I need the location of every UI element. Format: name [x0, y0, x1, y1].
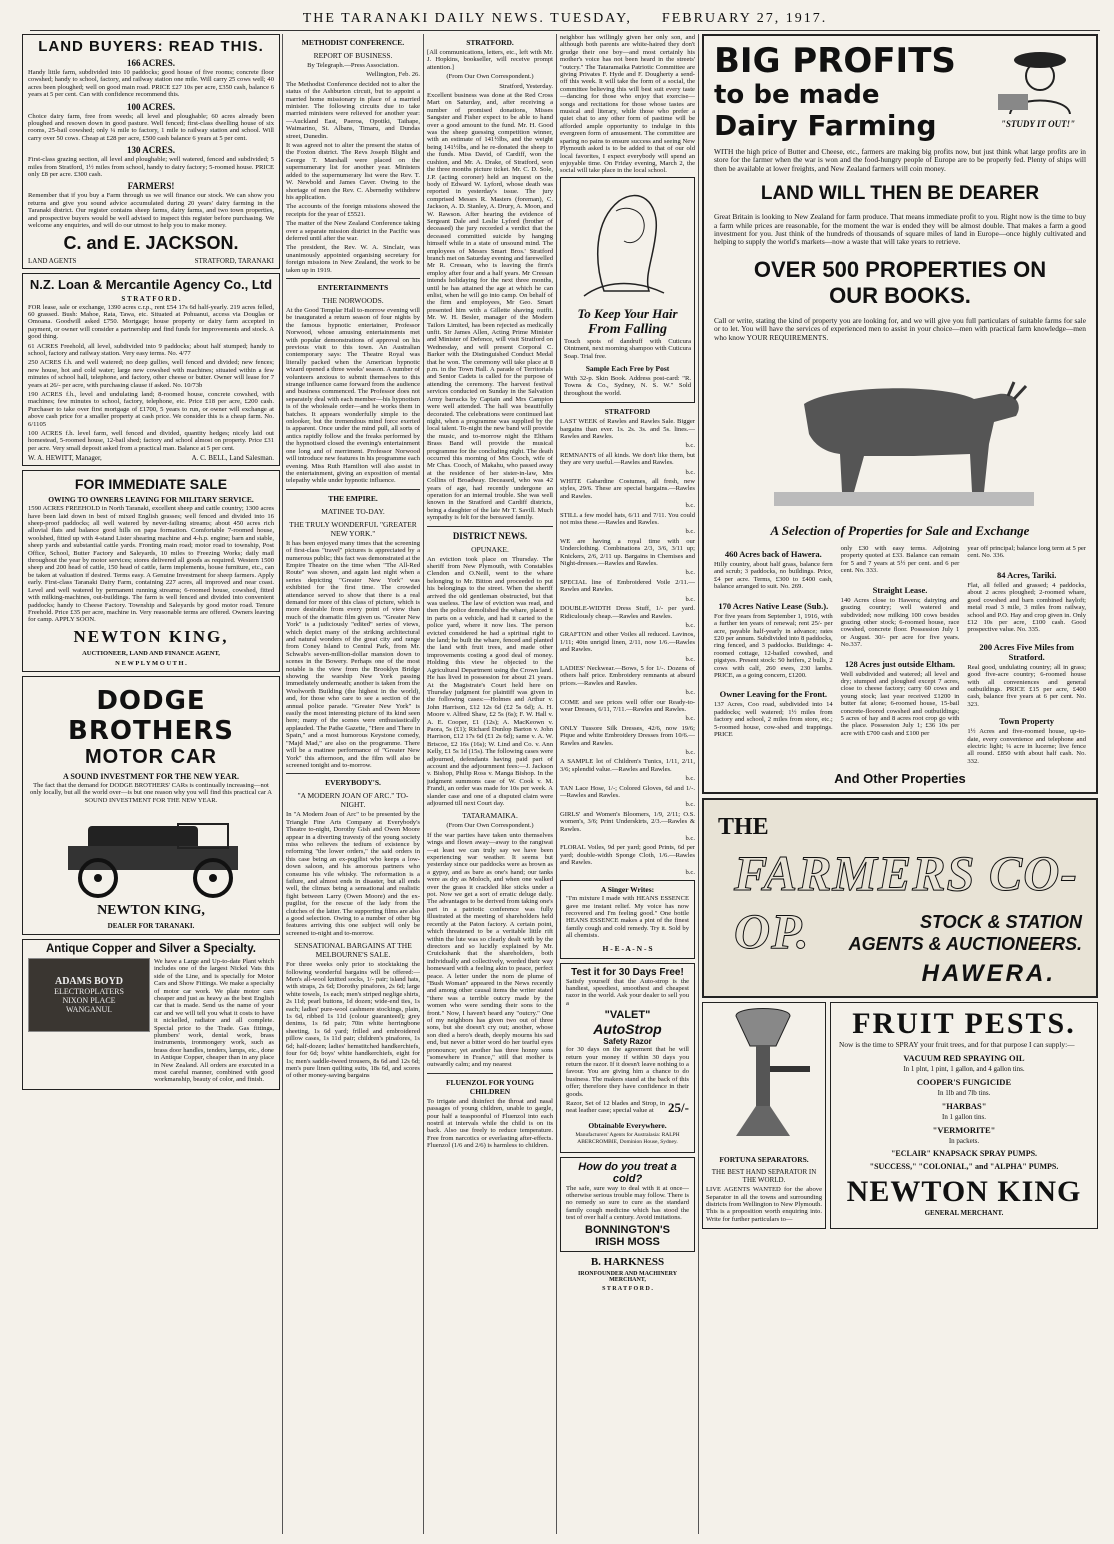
- paragraph: 1590 ACRES FREEHOLD in North Taranaki, excellent sheep and cattle country; 1300 acres have been laid down in best of mixed English grasses; well fenced and divided into 16 sheep-proof paddocks; all well watered by never-failing streams; about 450 acres rich alluvial flats and balance good hills on papa formation. Comfortable 7-roomed house, woolshed, fitted up with 4-stand Lister shearing machine and 4-h.p. engine; barn and stable, sheep yards and substantial cattle yards. Fronting main road; motor road to township, Post Office, School, Butter Factory and Saleyards, 10 miles to Freezing Works; daily mail throughout the year by motor services; stores delivered all goods as required. Western 1500 sheep and 200 head of cattle, 150 head of cattle, farm implements, house furniture, etc., can be taken at valuation if desired. Terms easy. A Genuine Investment for sheep farmers. Apply early. First-class Taranaki Dairy Farm, containing 227 acres, all improved and near coast. Level and well watered by permanent running streams; 6-roomed house, cowshed, fitted with milking-machines, out-buildings. The farm is well fenced and divided into convenient paddocks; handy to Cheese Factory. Township and Saleyards by good motor road. Tenure Freehold. Price £35 per acre, machine in. Very reasonable terms are offered. Owners leaving for camp. APPLY SOON.: [28, 505, 274, 624]
- rawles-item: GRAFTON and other Voiles all reduced. Lavinos, 1/11; 40in unrigid linen, 2/11, now 1/6.—Rawles and Rawles.: [560, 631, 695, 654]
- valet-brand: "VALET": [604, 1009, 651, 1022]
- paragraph: Handy little farm, subdivided into 10 paddocks; good house of five rooms; concrete floor cowshed; handy to school, factory, and railway station one mile. Will carry 25 cows well; 40 acres been ploughed; well on good main road. PRICE £27 10s per acre, £350 cash, balance 6 years at 5 per cent. Can with confidence recommend this.: [28, 69, 274, 99]
- divider: [286, 278, 420, 279]
- rawles-item: DOUBLE-WIDTH Dress Stuff, 1/- per yard. Ridiculously cheap.—Rawles and Rawles.: [560, 605, 695, 620]
- sign-line: WANGANUI.: [66, 1004, 112, 1014]
- newton-king-name: NEWTON KING,: [73, 626, 229, 646]
- paragraph: 140 Acres close to Hawera; dairying and grazing country; well watered and subdivided; now milking 100 cows besides grazing other stock; 6-roomed house, race cowshed, concrete floor. Possession July 1 or August. 30/- per acre for five years. No.337.: [840, 596, 960, 649]
- signature: b.c.: [685, 689, 695, 697]
- product-name: "SUCCESS," "COLONIAL," and "ALPHA" PUMPS.: [869, 1161, 1059, 1171]
- footer-row: [28, 454, 274, 462]
- column-2: [286, 34, 420, 1082]
- bonnington-brand: BONNINGTON'S: [585, 1223, 670, 1236]
- paragraph: For five years from September 1, 1916, with a further ten years of renewal; rent 25/- per acre, payable half-yearly in advance; rates £20 per annum. Subdivided into 8 paddocks, ring fenced, and 3 paddocks. Buildings: 4-roomed cottage, 12-bailed cowshed, and pigstyes. Present stock: 50 heifers, 2 bulls, 2 cows with calf, 260 ewes, 230 lambs. PRICE, as a going concern, £1200.: [714, 612, 833, 679]
- rawles-item: LADIES' Neckwear.—Bows, 5 for 1/-. Dozens of others half price. Embroidery remnants at absurd prices.—Rawles and Rawles.: [560, 664, 695, 687]
- product-name: COOPER'S FUNGICIDE: [916, 1076, 1012, 1087]
- property-heading: Owner Leaving for the Front.: [719, 689, 828, 700]
- rawles-list: [560, 418, 695, 876]
- byline: (From Our Own Correspondent.): [446, 73, 534, 81]
- paragraph: [All communications, letters, etc., left with Mr. J. Hopkins, bookseller, will receive prompt attention.]: [427, 49, 553, 71]
- paragraph: In "A Modern Joan of Arc" to be presented by the Triangle Fine Arts Company at Everybody's Theatre to-night, Dorothy Gish and Owen Moore appear in a diverting travesty of the young society miss who relieves the tedium of existence by reforming "the lower orders," the said orders in this case being an ex-pugilist who keeps a low-down saloon, and his amorous partners who consume his vile whisky. The reformation is a failure, and almost ends in disaster, but all ends well, the climax being a sensational and realistic fight between Larry (Owen Moore) and the ex-pugilist, for the rescue of the lady from the clutches of the latter. The supporting films are also a good selection. Owing to a number of other big features arriving this one subject will only be screened to-night and to-morrow.: [286, 811, 420, 937]
- paragraph: WITH the high price of Butter and Cheese, etc., farmers are making big profits now, but just think what large profits are in store for the farmer when the war is won and the food-hungry people of Europe are to be properly fed. Plenty of ships will then be available at lower freights, and New Zealand farmers will coin money.: [714, 147, 1086, 173]
- article-subheading: MATINEE TO-DAY.: [321, 506, 385, 516]
- signature: b.c.: [685, 749, 695, 756]
- stock-station: STOCK & STATION: [920, 912, 1082, 933]
- masthead-title: THE TARANAKI DAILY NEWS. TUESDAY,: [302, 11, 632, 26]
- heans-brand: H - E - A - N - S: [602, 943, 653, 953]
- sub-line: DEALER FOR TARANAKI.: [107, 921, 195, 930]
- heading: 130 ACRES.: [126, 145, 175, 156]
- column-4: [560, 34, 695, 1293]
- property-heading: 170 Acres Native Lease (Sub.).: [718, 600, 829, 611]
- autostrop-advert: [560, 963, 695, 1153]
- paragraph: To irrigate and disinfect the throat and nasal passages of young children, unable to gargle, pour half a teaspoonful of Fluenzol into each nostril at intervals while the child is on its back. Also use freely to reduce temperature. Free from narcotics or everlasting after-effects. Fluenzol (1/6 and 2/6) is harmless to children.: [427, 1097, 553, 1150]
- advert-heading: Test it for 30 Days Free!: [571, 966, 684, 978]
- price-tag: 25/-: [668, 1100, 689, 1116]
- immediate-sale-advert: [22, 470, 280, 672]
- signature: b.c.: [685, 835, 695, 843]
- paragraph: neighbor has willingly given her only son, and although both parents are white-haired they don't grudge their one boy—and most certainly his mother's voice has not been heard in the streets' "outcry." The Tataramaika Patriotic Committee are giving Privates F. Hyde and F. Dougherty a send-off this week. It will take the form of a social, the committee believing this will best suit every taste—dancing for those who enjoy that exercise—songs and recitations for those whose tastes are musical and literary, while those who prefer a quiet chat to any other form of pastime will be afforded ample opportunity to indulge in this evergreen form of amusement. The committee are sparing no pains to ensure success and seeing New Plymouth asked is to be added to that of our old local favorites, I expect everybody will spend an enjoyable time. On Friday evening, March 2, the social will take place in the local school.: [560, 34, 695, 175]
- heading: FARMERS!: [127, 181, 175, 192]
- product-name: "HARBAS": [941, 1100, 987, 1111]
- irish-moss-brand: IRISH MOSS: [595, 1235, 660, 1248]
- masthead-date: FEBRUARY 27, 1917.: [661, 11, 828, 26]
- column-1: [22, 34, 280, 1094]
- advert-heading: FORTUNA SEPARATORS.: [719, 1155, 809, 1165]
- paragraph: Flat, all felled and grassed; 4 paddocks, about 2 acres ploughed; 2-roomed whare, good cowshed and barn combined hayloft; metal road 3 mile, 3 miles from railway, school and P.O. Hay and crop given in. Only £12 10s per acre, £100 cash. Good prospective value. No. 335.: [967, 581, 1087, 634]
- sub-line: AUCTIONEER, LAND AND FINANCE AGENT,: [82, 649, 220, 657]
- paragraph: Great Britain is looking to New Zealand for farm produce. That means immediate profit to you. Right now is the time to buy a farm while prices are reasonable, for the moment the war is ended they will be almost double. That makes a farm a good investment for you. Just think of the hundreds of thousands of square miles of land in Europe—once highly cultivated and helping to supply the world's markets—now a waste that will take years to retrieve.: [714, 212, 1086, 247]
- signature: b.c.: [685, 715, 695, 723]
- article-heading: STRATFORD.: [466, 38, 514, 47]
- newton-king-name: NEWTON KING,: [97, 902, 205, 918]
- properties-grid: [714, 545, 1086, 767]
- section-heading: ENTERTAINMENTS: [317, 282, 389, 292]
- paragraph: The fact that the demand for DODGE BROTHERS' CARs is continually increasing—not only locally, but all the world over—is but one reason why you will find this practical car A SOUND INVESTMENT FOR THE NEW YEAR.: [29, 781, 273, 804]
- property-heading: 200 Acres Five Miles from Stratford.: [979, 641, 1074, 662]
- paragraph: Real good, undulating country; all in grass; good five-acre country; 6-roomed house with all conveniences and general outbuildings. PRICE £15 per acre, £400 cash, balance five years at 6 per cent. No. 323.: [967, 663, 1087, 708]
- column-rule: [698, 34, 699, 1534]
- adams-body: [28, 958, 274, 1086]
- motor-car-illustration: [28, 806, 272, 898]
- sub-line: IRONFOUNDER AND MACHINERY MERCHANT,: [577, 1270, 678, 1283]
- paragraph: only £30 with easy terms. Adjoining property quoted at £33. Balance can remain for 5 and 7 years at 5½ per cent. and 6 per cent. No. 333.: [840, 545, 960, 575]
- property-heading: Town Property: [999, 716, 1054, 727]
- column-rule: [423, 34, 424, 1534]
- paragraph: 1½ Acres and five-roomed house, up-to-date, every convenience and telephone and electric light; ¼ acre in lucerne; live fence all round. £850 with about half cash. No. 332.: [967, 728, 1087, 765]
- paragraph: Hilly country, about half grass, balance fern and scrub; 3 paddocks, no buildings. Price, £4 per acre. Terms, £300 to £400 cash, balance arranged to suit. No. 269.: [714, 561, 833, 591]
- rawles-item: FLORAL Voiles, 9d per yard; good Prints, 6d per yard; double-width Sponge Cloth, 1/6.—Rawles and Rawles.: [560, 844, 695, 867]
- coop-the: THE: [718, 814, 769, 841]
- selection-heading: A Selection of Properties for Sale and Exchange: [770, 523, 1030, 539]
- big-profits-header: [714, 42, 1086, 142]
- property-heading: 84 Acres, Tariki.: [997, 569, 1057, 580]
- article-subheading: THE TRULY WONDERFUL "GREATER NEW YORK.": [289, 519, 417, 538]
- paragraph: The president, the Rev. W. A. Sinclair, was unanimously appointed organising secretary for foreign missions in New Zealand, the work to be taken up in 1919.: [286, 244, 420, 274]
- big-profits-text: [714, 42, 956, 142]
- article-subheading: SENSATIONAL BARGAINS AT THE MELBOURNE'S SALE.: [294, 941, 412, 960]
- paragraph: We have a Large and Up-to-date Plant which includes one of the largest Nickel Vats this side of the Line, and is specially for Motor Cars and Show Fittings. We make a specialty of motor car work. We plate motor cars cheaper and just as heavy as the best English car that is made. Send us the name of your car and we will tell you what it costs to have it nickelled, radiator and all complete. Special price to the Trade. Gas fittings, plumbers' work, dental work, brass instruments, ironmongery work, such as brass door handles, tenders, lamps, etc., done in Antique Copper, cheaper than in any place in New Zealand. All orders are executed in a most careful manner, combined with good workmanship, beauty of color, and finish.: [154, 957, 274, 1084]
- paragraph: 190 ACRES f.h., level and undulating land; 8-roomed house, concrete cowshed, with machines; few minutes to school, factory, telephone, etc. Price £18 per acre, £200 cash. Purchaser to take over first mortgage of £1700, 5 years to run, or owner will exchange at above cash price for a smaller property at cash price. We consider this is a cheap farm. No. 6/1105: [28, 390, 274, 428]
- farmers-coop-banner: [702, 798, 1098, 998]
- paragraph: The matter of the New Zealand Conference taking over a separate mission district in the Pacific was deferred until after the war.: [286, 220, 420, 242]
- paragraph: Satisfy yourself that the Auto-strop is the handiest, speediest, smoothest and cheapest razor in the world. Ask your dealer to sell you a: [566, 977, 689, 1007]
- article-subheading: THE NORWOODS.: [322, 295, 384, 305]
- rawles-item: GIRLS' and Women's Bloomers, 1/9, 2/11; O.S. women's, 3/6; Print Underskirts, 2/3.—Rawles & Rawles.: [560, 810, 695, 833]
- fruit-pests-heading: FRUIT PESTS.: [852, 1007, 1076, 1041]
- dodge-heading: DODGE BROTHERS: [68, 685, 234, 746]
- product-name: VACUUM RED SPRAYING OIL: [903, 1052, 1025, 1063]
- study-it-out: "STUDY IT OUT!": [1000, 119, 1076, 129]
- product-size: In 1lb and 7lb tins.: [937, 1088, 991, 1097]
- column-rule: [556, 34, 557, 1534]
- sample-line: Sample Each Free by Post: [585, 363, 670, 373]
- product-name: "ECLAIR" KNAPSACK SPRAY PUMPS.: [890, 1148, 1038, 1158]
- paragraph: At the Good Templar Hall to-morrow evening will be inaugurated a return season of four nights by the famous hypnotic entertainer, Professor Norwood, whose amusing entertainments met with popular demonstrations of approval on his previous visit to this town. An Australian contemporary says: The Theatre Royal was literally packed when the American hypnotic wizard opened a three weeks' season. A number of volunteers anxious to submit themselves to this strange influence came forward from the audience and business commenced. The Professor does not separately deal with each member—his hypnotism is of the wholesale order—and he works them in batches. It appears wonderfully simple to the onlooker, but the tremendous mind force exerted is apparent. Once under the mind pull, all sorts of antics rapidly follow and the freaks performed by the hypnotised closed the evening's entertainment one long and of merriment. Professor Norwood will introduce new features in his programme each evening. Miss Ruth Hamilton will also assist in the entertainment, giving an exposition of mental telepathy while under hypnotic influence.: [286, 306, 420, 485]
- dodge-advert: [22, 676, 280, 935]
- sign-line: ADAMS BOYD: [54, 975, 124, 987]
- signature: b.c.: [685, 868, 695, 876]
- paragraph: Now is the time to SPRAY your fruit trees, and for that purpose I can supply:—: [839, 1040, 1075, 1050]
- rawles-item: REMNANTS of all kinds. We don't like them, but they are very useful.—Rawles and Rawles.: [560, 451, 695, 467]
- jackson-advert: [22, 34, 280, 269]
- divider: [286, 489, 420, 490]
- dateline: Wellington, Feb. 26.: [366, 71, 420, 79]
- paragraph: Call or write, stating the kind of property you are looking for, and we will give you full particulars of suitable farms for sale or to let. You will have the services of experienced men to assist in your choice—men with practical farm knowledge—men who know YOUR REQUIREMENTS.: [714, 315, 1086, 342]
- adams-boyd-advert: [22, 939, 280, 1090]
- paragraph: First-class grazing section, all level and ploughable; well watered, fenced and subdivided; 5 miles from Stratford, 1½ miles from school, handy to dairy factory; 5-roomed house. PRICE only £8 per acre. £300 cash.: [28, 156, 274, 179]
- property-heading: Straight Lease.: [872, 584, 928, 595]
- column-5: [702, 34, 1098, 1233]
- signature: b.c.: [685, 655, 695, 663]
- article-heading: EVERYBODY'S.: [325, 778, 381, 788]
- paragraph: Well subdivided and watered; all level and dry; stumped and ploughed except 7 acres, close to cheese factory; carry 60 cows and young stock; last year received £1200 in butter fat alone; 6-roomed house, 15-bail concrete-floored cowshed and outbuildings; 5 acres of hay and 8 acres root crop go with the place. Possession July 1; £36 10s per acre with £700 cash and £100 per: [840, 670, 960, 737]
- hair-heading: From Falling: [588, 321, 667, 337]
- coop-hawera: HAWERA.: [921, 960, 1056, 988]
- paragraph: Razor, Set of 12 blades and Strop, in neat leather case; special value at: [566, 1100, 666, 1115]
- fruit-pests-advert: [830, 1002, 1098, 1229]
- sub-line: S T R A T F O R D .: [121, 294, 181, 303]
- paragraph: With 32-p. Skin Book. Address post-card: "R. Towns & Co., Sydney, N. S. W." Sold throughout the world.: [564, 374, 691, 397]
- column-3: [427, 34, 553, 1152]
- dateline: Stratford, Yesterday.: [499, 82, 553, 90]
- land-dearer-heading: LAND WILL THEN BE DEARER: [760, 183, 1040, 205]
- signature: b.c.: [685, 442, 695, 450]
- fortuna-advert: [702, 1002, 826, 1229]
- paragraph: FOR lease, sale or exchange, 1390 acres c.r.p., rent £54 17s 6d half-yearly. 219 acres felled, 60 grassed. Bush: Mahoe, Rata, Tawa, etc. Situated at Pohuanui, access via Douglas or Omoana. Goodwill asked £750. Mortgage; house property or dairy farm accepted in payment, or owner will consider a partnership and find funds for improvements and stock. A good thing.: [28, 303, 274, 341]
- over-500-heading: OVER 500 PROPERTIES ON: [753, 256, 1047, 282]
- safety-razor-line: Safety Razor: [603, 1037, 652, 1047]
- paragraph: Choice dairy farm, free from weeds; all level and ploughable; 60 acres already been ploughed and resown down in good pasture. Well fenced; first-class dwelling house of six rooms, 25-bail cowshed; only ¼ mile to factory, 1 mile to railway station and school. Will carry over 50 cows. Cheap at £28 per acre, £500 cash balance 6 years at 5 per cent.: [28, 112, 274, 142]
- heading: 166 ACRES.: [126, 58, 175, 68]
- paragraph: for 30 days on the agreement that he will return your money if within 30 days you return the razor. If it doesn't leave nothing to a favour. You are giving him a chance to do business. The makers stand at the back of this offer; therefore they have confidence in their goods.: [566, 1046, 689, 1098]
- footer-left: W. A. HEWITT, Manager,: [28, 454, 102, 463]
- paragraph: year off principal; balance long term at 5 per cent. No. 336.: [967, 545, 1087, 560]
- heans-advert: [560, 880, 695, 958]
- cuticura-advert: [560, 177, 695, 403]
- advert-heading: A Singer Writes:: [600, 885, 655, 895]
- our-books-heading: OUR BOOKS.: [829, 282, 971, 308]
- paragraph: 100 ACRES f.h. level farm, well fenced and divided, quantity hedges; nicely laid out homestead, 5-roomed house, 12-bail shed; factory and school almost on property. Price £31 per acre. Very small deposit asked from a practical man. Balance at 5 per cent.: [28, 430, 274, 452]
- separator-illustration: [706, 1006, 820, 1146]
- paragraph: 137 Acres, Coo road, subdivided into 14 paddocks; well watered; 1½ miles from factory and school, 2 miles from store, etc.; 5-roomed house, cow-shed and trappings. PRICE: [714, 701, 833, 738]
- paragraph: The safe, sure way to deal with it at once—otherwise serious trouble may follow. There is no remedy so sure to cure as the standard family cough medicine which has stood the test of over half a century. Avoid imitations.: [566, 1184, 689, 1222]
- product-size: In packets.: [948, 1136, 980, 1145]
- price-row: [566, 1100, 689, 1117]
- paragraph: The Methodist Conference decided not to alter the status of the Ashburton circuit, but to appoint a married home missionary in place of a married minister. The following circuits due to take married ministers were relieved for another year:—Auckland East, Paeroa, Opotiki, Taihape, Waimarino, St. Albans, Timaru, and Dundas street, Dunedin.: [286, 80, 420, 140]
- article-subheading: TATARAMAIKA.: [462, 811, 518, 821]
- rawles-item: ONLY Tussore Silk Dresses, 42/6, now 19/6; Pique and white Embroidery Dresses from 10/6.—Rawles and Rawles.: [560, 724, 695, 747]
- paragraph: 61 ACRES Freehold, all level, subdivided into 9 paddocks; about half stumped; handy to school, factory and railway station. Very easy terms. No. 4/77: [28, 342, 274, 357]
- signature: b.c.: [685, 569, 695, 577]
- paragraph: It was agreed not to alter the present the status of the Foxton district. The Revs Joseph Blight and George T. Marshall were placed on the supernumerary list for another year. Ministers added to the supernumerary list were the Rev. T. W. Newbold and James Caver. Owing to the shortage of men the Rev. C. Abernethy withdrew his application.: [286, 142, 420, 201]
- footer-row: [28, 257, 274, 265]
- article-subheading: "A MODERN JOAN OF ARC." TO-NIGHT.: [297, 791, 409, 810]
- autostrop-brand: AutoStrop: [593, 1021, 662, 1038]
- rawles-item: LAST WEEK of Rawles and Rawles Sale. Bigger bargains than ever. 1s. 2s. 3s. and 5s. lines.—Rawles and Rawles.: [560, 418, 695, 440]
- article-heading: FLUENZOL FOR YOUNG CHILDREN: [445, 1077, 535, 1096]
- footer-left: LAND AGENTS: [28, 256, 77, 265]
- footer-right: A. C. BELL, Land Salesman.: [191, 454, 274, 463]
- footer-right: STRATFORD, TARANAKI: [194, 256, 274, 265]
- rawles-item: SPECIAL line of Embroidered Voile 2/11.—Rawles and Rawles.: [560, 578, 695, 594]
- paragraph: LIVE AGENTS WANTED for the above Separator in all the towns and surrounding districts from Wellington to New Plymouth. This is a proposition worth enquiring into. Write for further particulars to—: [706, 1186, 822, 1223]
- section-heading: DISTRICT NEWS.: [452, 530, 528, 541]
- rawles-item: WE are having a royal time with our Underclothing. Combinations 2/3, 3/6, 3/11 up; Knickers, 2/6, 2/11 up. Bargains in Chemises and Night-dresses.—Rawles and Rawles.: [560, 537, 695, 568]
- sign-line: ELECTROPLATERS: [54, 986, 124, 996]
- other-properties: And Other Properties: [834, 771, 966, 787]
- properties-col-1: [714, 545, 833, 767]
- article-heading: METHODIST CONFERENCE.: [301, 38, 405, 47]
- property-heading: 128 Acres just outside Eltham.: [844, 658, 956, 669]
- sub-line: A SOUND INVESTMENT FOR THE NEW YEAR.: [63, 771, 239, 781]
- paragraph: An eviction took place on Thursday. The sheriff from New Plymouth, with Constables Clendon and O.Neill, went to the whare belonging to Mr. Bitton and proceeded to put his belongings to the street. When the sheriff arrived the old gentleman obstructed, but that was useless. The law of eviction was read, and then the police demolished the whare, placed it in parts on a vehicle, and had it carted to the police yard, where it now lies. The person evicted considered he had a spiritual right to the land; he built the whare, fenced and planted the land with fruit trees, and made other improvements costing a good deal of money. Holding this view he objected to the Agricultural Department using the Crown land. He has lived in possession for about 21 years. At the Magistrate's Court held here on Thursday judgment for plaintiff was given in the following cases:—Holmes and Arthur v. John Harrison, £12 12s 6d (£2 5s 6d); A. H. Moore v. Alfred Shaw, £2 5s (6s); F. W. Hall v. A. E. Cooper, £1 (12s); A. MacKeown v. Paora, 5s (£1); Richard Dunlop Barton v. John Harrison, £12 17s 6d (£1 2s 6d); same v. A. W. Briscoe, £2 16s (16s); W. Lind and Co. v. Ann Kelly, £1 5s 1d (15s). The following cases were adjourned, defendants having paid part of account and the adjournment fees:—J. Jackson v. Bishop, Philip Ross v. Manga Bishop. In the judgment summons case of W. Cook v. M. Frandi, an order was made for 10s per week. A slander case and one of a disputed claim were adjourned till next Court day.: [427, 555, 553, 807]
- paragraph: For three weeks only prior to stocktaking the following wonderful bargains will be offered:—Men's all-wool knitted socks, 1/- pair; island hats, with straps, 2s 6d; Dorothy pinafores, 2s 6d; large white towels, 1s each; men's striped neglige shirts, 2s 11d; pearl buttons, 1d dozen; wide-end ties, 1s each; ladies' pure-wool cashmere stockings, plain, 1s 6d, ribbed 1s 11d (colour guaranteed); grey denims, 1s 6d pair; 70in white herringbone sheeting, 1s 6d yard; frilled and embroidered pillow cases, 1s 11d pair; children's pinafores, 1s 6d; half-dozen; ladies' hemstitched handkerchiefs, four for 6d; boys' white handkerchiefs, eight for 1s; men's saddle-tweed trousers, 8s 6d and 12s 6d; men's pure linen quilting suits, 18s 6d, and scores of other money-saving bargains: [286, 961, 420, 1080]
- divider: [427, 526, 553, 527]
- product-size: In 1 plnt, 1 pint, 1 gallon, and 4 gallon tins.: [903, 1064, 1025, 1073]
- heading: 100 ACRES.: [126, 101, 175, 112]
- study-it-out-figure: [990, 42, 1086, 142]
- signature: b.c.: [685, 621, 695, 629]
- section-heading: STRATFORD: [604, 407, 651, 417]
- property-heading: 460 Acres back of Hawera.: [724, 549, 822, 560]
- farm-properties-advert: [702, 34, 1098, 794]
- land-buyers-heading: LAND BUYERS: READ THIS.: [38, 38, 264, 55]
- paragraph: It has been enjoyed many times that the screening of first-class "travel" pictures is appreciated by a numerous public; this fact was demonstrated at the Empire Theatre on the time when "The All-Red Route" was shown, and again last night when a series depicting "Greater New York" was exhibited for the first time. The crowded attendance served to show that there is a real demand for more of this class of picture, which is more desirable from every point of view than much of the dramatic film given us. "Greater New York" is a judiciously "edited" series of views, which depict many of the striking architectural and natural wonders of the great city and range from Coney Island to Central Park, from Mr. Schwab's seven-million-dollar mansion down to scenes in the Bowery. Perhaps one of the most notable is the view from the Brooklyn Bridge showing the warship New York passing immediately underneath; another is taken from the Woolworth Building (the highest in the world), and, for those who care to see a section of the annual police parade. "Greater New York" is easily the most interesting picture of its kind seen here; many of the scenes were enthusiastically applauded. The Pathe Gazette, "Here and There in Spain," and a most humorous Keystone comedy, "Majd Mad," are also on the programme. There will be a matinee performance of "Greater New York" this afternoon, and the film will also be screened tonight and to-morrow.: [286, 539, 420, 769]
- signature: b.c.: [685, 528, 695, 536]
- dairy-farming-heading: Dairy Farming: [714, 109, 937, 142]
- big-profits-heading: BIG PROFITS: [714, 41, 956, 81]
- sign-line: NIXON PLACE: [62, 995, 116, 1005]
- divider: [286, 773, 420, 774]
- article-subheading: REPORT OF BUSINESS.: [313, 51, 393, 60]
- to-be-made-heading: to be made: [714, 80, 880, 110]
- antique-heading: Antique Copper and Silver a Specialty.: [45, 942, 257, 955]
- rawles-item: STILL a few model hats, 6/11 and 7/11. You could not miss these.—Rawles and Rawles.: [560, 511, 695, 527]
- obtainable-line: Obtainable Everywhere.: [588, 1120, 667, 1130]
- column-rule: [282, 34, 283, 1534]
- properties-col-3: [967, 545, 1086, 767]
- masthead: [30, 8, 1100, 31]
- paragraph: The accounts of the foreign missions showed the receipts for the year of £5521.: [286, 203, 420, 218]
- sub-line: N E W P L Y M O U T H .: [115, 659, 187, 667]
- properties-col-2: [841, 545, 960, 767]
- signature: b.c.: [685, 468, 695, 476]
- farmer-illustration: [990, 42, 1086, 114]
- rawles-item: COME and see prices well offer our Ready-to-wear Dresses, 6/11, 7/11.—Rawles and Rawles.: [560, 698, 695, 713]
- rawles-item: TAN Lace Hose, 1/-; Colored Gloves, 6d and 1/-.—Rawles and Rawles.: [560, 784, 695, 800]
- bottom-adverts-row: [702, 1002, 1098, 1233]
- coop-name: FARMERS CO-OP.: [734, 845, 1079, 960]
- paragraph: Manufacturers' Agents for Australasia: RALPH ABERCROMBIE, Dominion House, Sydney.: [575, 1131, 680, 1146]
- product-size: In 1 gallon tins.: [942, 1112, 986, 1121]
- newton-king-name: NEWTON KING: [846, 1174, 1082, 1208]
- sub-line: THE BEST HAND SEPARATOR IN THE WORLD.: [711, 1168, 817, 1185]
- product-name: "VERMORITE": [932, 1124, 996, 1135]
- signature: b.c.: [685, 595, 695, 603]
- nz-loan-heading: N.Z. Loan & Mercantile Agency Co., Ltd: [29, 276, 273, 292]
- cow-illustration: [714, 344, 1088, 512]
- signature: b.c.: [685, 775, 695, 783]
- article-heading: THE EMPIRE.: [328, 493, 378, 503]
- hair-heading: To Keep Your Hair: [577, 305, 678, 321]
- signature: b.c.: [685, 502, 695, 510]
- sub-line: S T R A T F O R D .: [602, 1285, 653, 1292]
- advert-heading: How do you treat a cold?: [578, 1160, 677, 1185]
- adams-boyd-sign: [28, 958, 150, 1032]
- jackson-name: C. and E. JACKSON.: [63, 232, 239, 253]
- woman-hair-illustration: [564, 181, 690, 301]
- sub-line: OWING TO OWNERS LEAVING FOR MILITARY SERVICE.: [48, 495, 254, 505]
- paragraph: Remember that if you buy a Farm through us we will finance our stock. We can show you returns and give you sound advice accumulated during 20 years' dairy farming in the Taranaki district. Our register contains sheep farms, dairy farms, and two town properties, and prospective buyers would be well advised to inspect this register before purchasing. We welcome any enquiries, and will do our utmost to help you to make money.: [28, 192, 274, 230]
- harkness-name: B. HARKNESS: [590, 1255, 665, 1268]
- paragraph: "I'm mixture I made with HEANS ESSENCE gave me instant relief. My voice has now recovered and I'm feeling good." One bottle HEANS ESSENCE makes a pint of the finest family cough and cold remedy. Try it. Sold by all chemists.: [566, 895, 689, 940]
- divider: [427, 1073, 553, 1074]
- byline: (From Our Own Correspondent.): [446, 822, 534, 830]
- article-subheading: OPUNAKE.: [471, 544, 509, 554]
- paragraph: Touch spots of dandruff with Cuticura Ointment, next morning shampoo with Cuticura Soap. Trial free.: [564, 337, 691, 360]
- nz-loan-advert: [22, 273, 280, 467]
- irish-moss-advert: [560, 1157, 695, 1252]
- paragraph: 250 ACRES f.h. and well watered; no deep gullies, well fenced and divided; new fences; new house, hot and cold water; large new cowshed with machines; situated within a few minutes of school hall, telephone, and factory, other cheese or butter. Owner will lease for 7 years at 26/- per acre, with purchasing clause if asked. No. 10/73b: [28, 359, 274, 389]
- rawles-item: WHITE Gabardine Costumes, all fresh, new styles, 29/6. These are special bargains.—Rawles and Rawles.: [560, 478, 695, 500]
- paragraph: If the war parties have taken unto themselves wings and flown away—away to the rangiwai—at least we can truly say we have been experiencing war weather. It seems but yesterday since our paddocks were as brown as a gypsy, and as bare as one's hand; our tanks were as dry as Moloch, and when one walked over the grass it crackled like sticks under a pot. Now we get a sort of erratic deluge daily. The advantages to be derived from taking one's part in a patriotic conference was fully illustrated at the meeting of shareholders held recently at the Paton factory. A certain point, which threatened to be a veritable little rift within the lute was so clearly dealt with by the directors and so lucidly explained by Mr. Cruickshank that the shareholders, both individually and collectively, worded their way homeward with a feeling akin to peace, perfect peace. A letter under the nom de plume of "Bush Woman" appeared in the News recently and among other causal items the writer stated "there was a terrible outcry made by the women who were sending their sons to the front." Now, I haven't heard any "outcry." One of my neighbors has given two out of three sons, but she doesn't cry out; another, whose son died a hero's death, deeply mourns his sad end, but never a bitter word do her tearful eyes pronounce; yet another has three honny sons "somewhere in France," still that mother is outwardly calm; and my nearest: [427, 831, 553, 1069]
- agents-auctioneers: AGENTS & AUCTIONEERS.: [848, 934, 1082, 955]
- immediate-sale-heading: FOR IMMEDIATE SALE: [74, 476, 228, 493]
- signature: b.c.: [685, 801, 695, 809]
- rawles-item: A SAMPLE lot of Children's Tunics, 1/11, 2/11, 3/6; splendid value.—Rawles and Rawles.: [560, 758, 695, 773]
- motor-car-heading: MOTOR CAR: [85, 745, 217, 768]
- paragraph: Excellent business was done at the Red Cross Mart on Saturday, and, after receiving a number of promised donations, Misses Sangster and Fisher expect to be able to hand over a good amount to the fund. Mr. H. Good was the sheep guessing competition winner, with an estimate of 141½lbs, and the weight being 141½lbs, and he re-donated the sheep to the funds. Miss David, of Cardiff, won the cushion, and Mr. A. Drake, of Stratford, won the three months picture ticket. Mr. C. D. Sole, J.P. (acting coroner) held an inquest on the body of Edward W. Lyford, whose death was reported in yesterday's issue. The jury comprised Messrs R. Masters (foreman), C. Jackson, A. D. Stanley, A. Drury, A. Moon, and W. Rawson. After hearing the evidence of Sergeant Dale and Leslie Lyford (brother of deceased) the jury recorded a verdict that the deceased committed suicide by hanging himself while in a state of unsound mind. The employees of Messrs Smart Bros.' Stratford branch met on Saturday evening and farewelled Mr R. Cressan, who is leaving the firm's employ after four and a half years. Mr Cressan intends holidaying for the next three months, until he has attained the age at which he can enlist, when he will go into camp. On behalf of the firm and employees, Mr Geo. Smart presented him with a Gillette shaving outfit. Mr. W. H. Besler, manager of the Modern Tailors Limited, has been rejected as medically unfit. Sir James Allen, Acting Prime Minister and Minister of Defence, will visit Stratford on Wednesday, and will present Corporal C. Barker with the Distinguished Conduct Medal that he won. The ceremony will take place at 8 p.m. in the Town Hall. A parade of Territorials and Senior Cadets is called for the purpose of attending the ceremony. The harvest festival services conducted on Sunday in the Salvation Army barracks by Captain and Mrs Campion were well attended. The hall was beautifully decorated. The celebrations were continued last night, when a programme was supplied by the local talent. To-night the new band will provide the music, and to-morrow night the Eltham Brass Band will provide the musical programme for the concluding night. The death occurred this morning of Mrs Cooch, wife of Mr Chas. Cooch, of Makahu, who passed away at the residence of her sister-in-law, Mrs Collins of Broadway. Deceased, who was 42 years of age, had recently undergone an operation for an internal trouble. She was well known in the Stratford and Cardiff districts, being a daughter of the late Mr T. Savill. Much sympathy is felt for the bereaved family.: [427, 92, 553, 522]
- byline: By Telegraph.—Press Association.: [307, 62, 399, 69]
- sub-line: GENERAL MERCHANT.: [924, 1208, 1004, 1217]
